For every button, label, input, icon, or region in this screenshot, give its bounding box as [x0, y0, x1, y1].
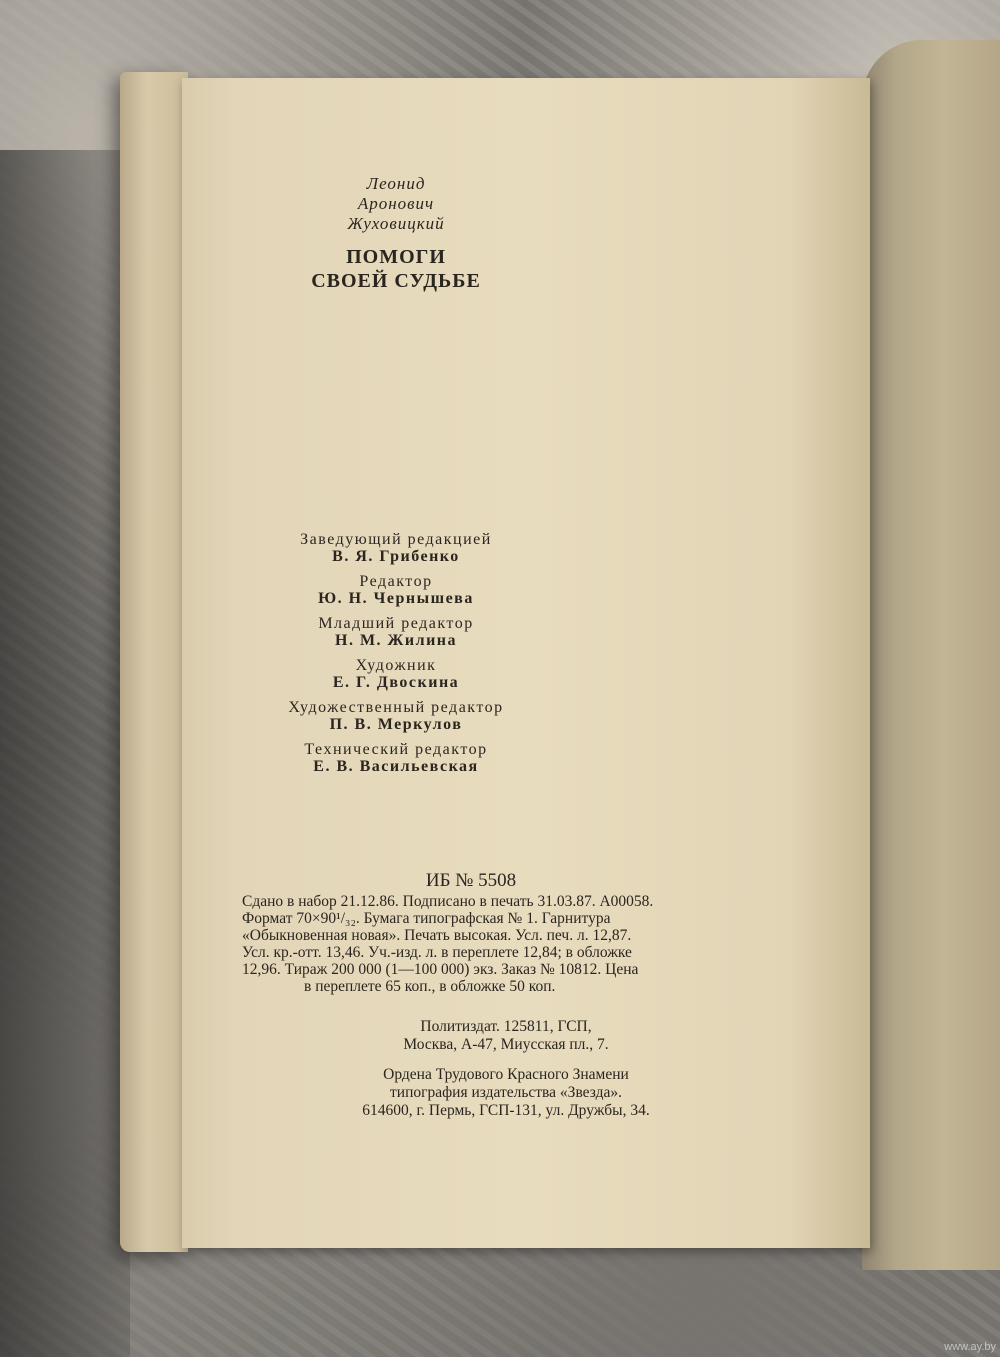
- imprint-line: Сдано в набор 21.12.86. Подписано в печать 31.03.87. А00058.: [242, 893, 654, 910]
- staff-role: Редактор: [359, 573, 433, 590]
- staff-name: Н. М. Жилина: [335, 632, 457, 649]
- publisher-line: Москва, А-47, Миусская пл., 7.: [403, 1036, 609, 1053]
- page-content: [182, 78, 870, 1248]
- printer-line: типография издательства «Звезда».: [390, 1084, 622, 1101]
- printer-line: Ордена Трудового Красного Знамени: [383, 1066, 629, 1083]
- staff-role: Младший редактор: [318, 615, 474, 632]
- staff-role: Художник: [355, 657, 437, 674]
- ib-number: ИБ № 5508: [425, 870, 517, 891]
- staff-name: Ю. Н. Чернышева: [318, 590, 474, 607]
- imprint-line: в переплете 65 коп., в обложке 50 коп.: [304, 978, 556, 995]
- right-page-edge: [862, 40, 1000, 1270]
- author-surname: Жуховицкий: [347, 214, 445, 233]
- author-patronymic: Аронович: [357, 194, 435, 213]
- staff-name: В. Я. Грибенко: [332, 548, 460, 565]
- watermark: www.ay.by: [944, 1341, 996, 1353]
- book-page: [182, 78, 870, 1248]
- book-title-line-1: ПОМОГИ: [346, 246, 446, 268]
- imprint-line: «Обыкновенная новая». Печать высокая. Усл. печ. л. 12,87.: [242, 927, 632, 944]
- staff-role: Технический редактор: [304, 741, 488, 758]
- imprint-line: Усл. кр.-отт. 13,46. Уч.-изд. л. в переплете 12,84; в обложке: [242, 944, 632, 961]
- book-title-line-2: СВОЕЙ СУДЬБЕ: [311, 270, 481, 292]
- imprint-line: 12,96. Тираж 200 000 (1—100 000) экз. Заказ № 10812. Цена: [242, 961, 639, 978]
- staff-name: Е. Г. Двоскина: [332, 674, 460, 691]
- staff-role: Художественный редактор: [288, 699, 504, 716]
- staff-name: Е. В. Васильевская: [313, 758, 479, 775]
- author-first-name: Леонид: [366, 174, 426, 193]
- imprint-line: Формат 70×90¹/₃₂. Бумага типографская № 1. Гарнитура: [242, 910, 611, 927]
- publisher-line: Политиздат. 125811, ГСП,: [420, 1018, 592, 1035]
- staff-role: Заведующий редакцией: [300, 531, 492, 548]
- printer-line: 614600, г. Пермь, ГСП-131, ул. Дружбы, 34.: [362, 1102, 650, 1119]
- staff-name: П. В. Меркулов: [329, 716, 463, 733]
- imprint-block: [242, 893, 826, 995]
